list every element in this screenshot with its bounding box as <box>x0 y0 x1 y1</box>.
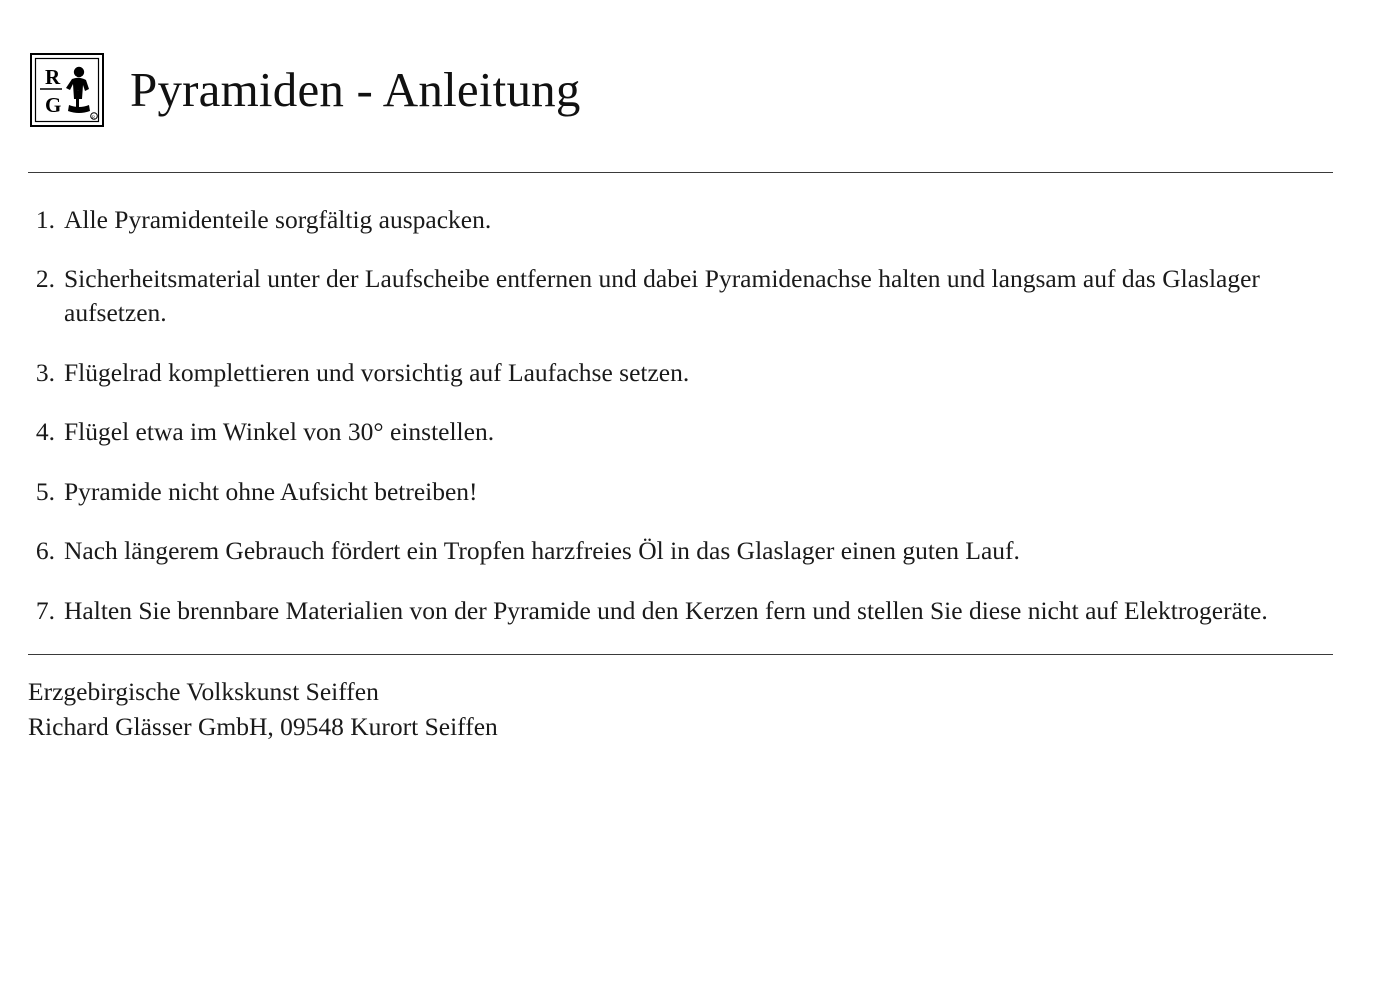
step-text: Flügelrad komplettieren und vorsichtig auf Laufachse setzen. <box>64 357 690 387</box>
document-header <box>28 30 1340 150</box>
step-number: 6. <box>35 536 55 566</box>
list-item <box>28 594 1340 628</box>
rg-erzgebirge-logo-icon <box>30 53 104 127</box>
step-text: Alle Pyramidenteile sorgfältig auspacken. <box>64 204 492 234</box>
step-text: Sicherheitsmaterial unter der Laufscheibe entfernen und dabei Pyramidenachse halten und langsam auf das Glaslager aufsetzen. <box>64 264 1260 327</box>
list-item <box>28 534 1340 568</box>
footer-address-line: Richard Glässer GmbH, 09548 Kurort Seiffen <box>28 711 498 741</box>
step-number: 7. <box>35 596 55 626</box>
step-number: 3. <box>35 357 55 387</box>
step-text: Halten Sie brennbare Materialien von der Pyramide und den Kerzen fern und stellen Sie diese nicht auf Elektrogeräte. <box>64 596 1268 626</box>
list-item <box>28 415 1340 449</box>
footer-company-line: Erzgebirgische Volkskunst Seiffen <box>28 676 379 706</box>
page-title: Pyramiden - Anleitung <box>130 61 581 117</box>
list-item <box>28 475 1340 509</box>
footer-divider <box>28 654 1333 655</box>
list-item <box>28 356 1340 390</box>
step-text: Pyramide nicht ohne Aufsicht betreiben! <box>64 476 478 506</box>
header-divider <box>28 172 1333 173</box>
step-text: Flügel etwa im Winkel von 30° einstellen. <box>64 417 495 447</box>
step-text: Nach längerem Gebrauch fördert ein Tropfen harzfreies Öl in das Glaslager einen guten Lauf. <box>64 536 1020 566</box>
list-item <box>28 203 1340 237</box>
step-number: 5. <box>35 476 55 506</box>
step-number: 1. <box>35 204 55 234</box>
step-number: 4. <box>35 417 55 447</box>
svg-text:G: G <box>45 92 62 117</box>
step-number: 2. <box>35 264 55 294</box>
instruction-list <box>28 203 1340 628</box>
footer <box>28 675 1340 745</box>
list-item <box>28 262 1340 329</box>
svg-text:R: R <box>45 64 61 89</box>
svg-text:R: R <box>92 114 96 120</box>
